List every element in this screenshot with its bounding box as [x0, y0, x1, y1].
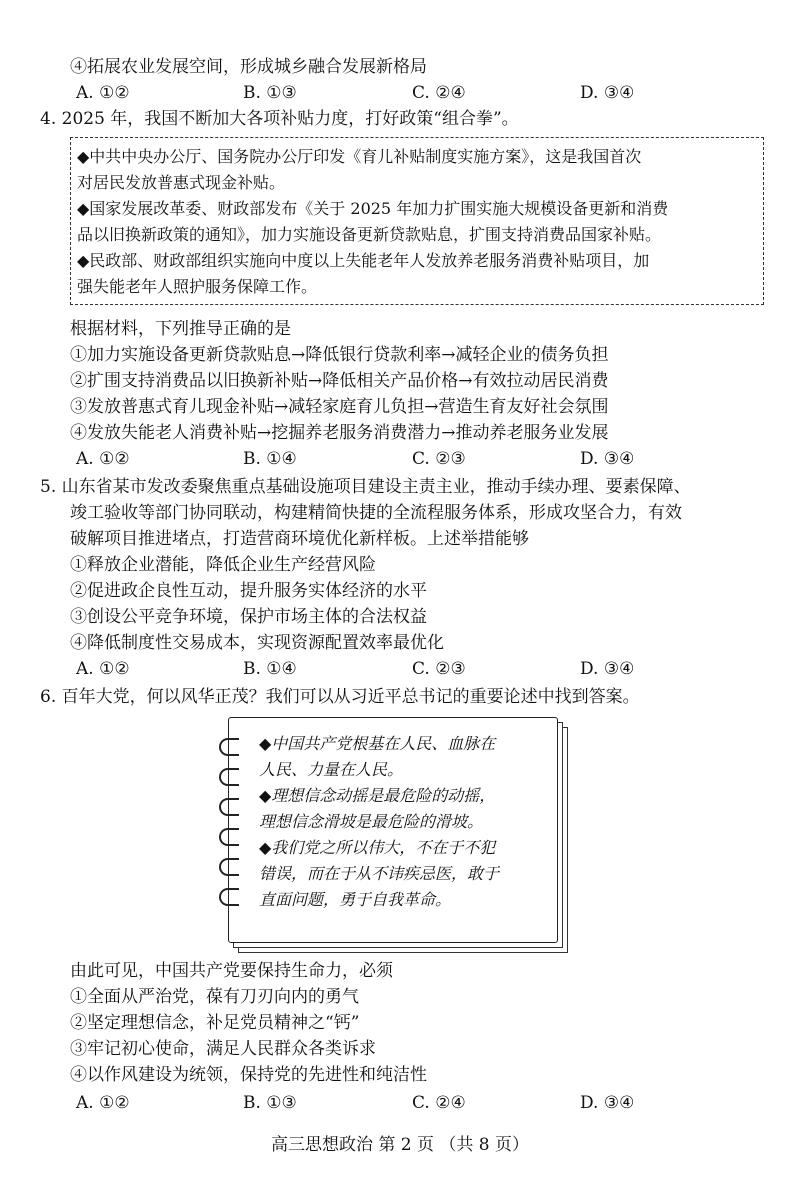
notebook-page-front — [228, 717, 558, 943]
q4-item-4: ④发放失能老人消费补贴→挖掘养老服务消费潜力→推动养老服务业发展 — [70, 423, 609, 443]
q4-option-a[interactable]: A. ①② — [76, 449, 130, 469]
q4-option-c[interactable]: C. ②③ — [412, 449, 466, 469]
spiral-ring-icon — [219, 888, 239, 906]
q6-item-3: ③牢记初心使命，满足人民群众各类诉求 — [70, 1039, 376, 1059]
q4-item-3: ③发放普惠式育儿现金补贴→减轻家庭育儿负担→营造生育友好社会氛围 — [70, 397, 609, 417]
q4-box-line: 品以旧换新政策的通知》，加力实施设备更新贷款贴息，扩围支持消费品国家补贴。 — [77, 225, 662, 244]
q4-stem: 4. 2025 年，我国不断加大各项补贴力度，打好政策“组合拳”。 — [40, 109, 519, 129]
q5-item-3: ③创设公平竞争环境，保护市场主体的合法权益 — [70, 607, 427, 627]
q5-item-2: ②促进政企良性互动，提升服务实体经济的水平 — [70, 581, 427, 601]
q4-box-line: ◆民政部、财政部组织实施向中度以上失能老年人发放养老服务消费补贴项目，加 — [77, 251, 650, 270]
q4-material-box — [70, 137, 764, 305]
q4-item-2: ②扩围支持消费品以旧换新补贴→降低相关产品价格→有效拉动居民消费 — [70, 371, 609, 391]
q5-stem-line: 5. 山东省某市发改委聚焦重点基础设施项目建设主责主业，推动手续办理、要素保障、 — [40, 477, 691, 497]
q5-option-c[interactable]: C. ②③ — [412, 659, 466, 679]
notebook-line: 错误，而在于从不讳疾忌医，敢于 — [259, 864, 500, 883]
q3-option-b[interactable]: B. ①③ — [243, 83, 297, 103]
q3-option-c[interactable]: C. ②④ — [412, 83, 466, 103]
spiral-ring-icon — [219, 858, 239, 876]
spiral-ring-icon — [219, 738, 239, 756]
q5-options — [0, 656, 800, 682]
q4-box-line: 对居民发放普惠式现金补贴。 — [77, 173, 286, 192]
q4-box-line: 强失能老年人照护服务保障工作。 — [77, 277, 318, 296]
notebook-line: ◆理想信念动摇是最危险的动摇， — [259, 786, 496, 805]
q6-notebook-figure — [228, 717, 566, 949]
spiral-ring-icon — [219, 798, 239, 816]
q6-option-c[interactable]: C. ②④ — [412, 1093, 466, 1113]
q5-stem-line: 竣工验收等部门协同联动，构建精简快捷的全流程服务体系，形成攻坚合力，有效 — [70, 503, 682, 523]
q3-option-a[interactable]: A. ①② — [76, 83, 130, 103]
page-footer: 高三思想政治 第 2 页 （共 8 页） — [270, 1135, 530, 1155]
q3-options — [0, 80, 800, 106]
q5-option-d[interactable]: D. ③④ — [580, 659, 635, 679]
spiral-ring-icon — [219, 828, 239, 846]
q5-item-4: ④降低制度性交易成本，实现资源配置效率最优化 — [70, 633, 444, 653]
q3-option-d[interactable]: D. ③④ — [580, 83, 635, 103]
q5-item-1: ①释放企业潜能，降低企业生产经营风险 — [70, 555, 376, 575]
q3-item-4: ④拓展农业发展空间，形成城乡融合发展新格局 — [70, 57, 427, 77]
q4-option-d[interactable]: D. ③④ — [580, 449, 635, 469]
q4-item-1: ①加力实施设备更新贷款贴息→降低银行贷款利率→减轻企业的债务负担 — [70, 345, 609, 365]
q4-options — [0, 446, 800, 472]
notebook-line: 人民、力量在人民。 — [259, 760, 404, 779]
q4-box-line: ◆国家发展改革委、财政部发布《关于 2025 年加力扩围实施大规模设备更新和消费 — [77, 199, 669, 218]
q6-option-b[interactable]: B. ①③ — [243, 1093, 297, 1113]
q6-stem: 6. 百年大党，何以风华正茂？我们可以从习近平总书记的重要论述中找到答案。 — [40, 687, 640, 707]
q6-option-d[interactable]: D. ③④ — [580, 1093, 635, 1113]
spiral-ring-icon — [219, 768, 239, 786]
q5-option-a[interactable]: A. ①② — [76, 659, 130, 679]
q4-box-line: ◆中共中央办公厅、国务院办公厅印发《育儿补贴制度实施方案》，这是我国首次 — [77, 147, 642, 166]
q6-prompt: 由此可见，中国共产党要保持生命力，必须 — [70, 961, 393, 981]
q6-item-1: ①全面从严治党，葆有刀刃向内的勇气 — [70, 987, 359, 1007]
notebook-line: 理想信念滑坡是最危险的滑坡。 — [259, 812, 484, 831]
q6-option-a[interactable]: A. ①② — [76, 1093, 130, 1113]
q6-item-2: ②坚定理想信念，补足党员精神之“钙” — [70, 1013, 360, 1033]
q5-option-b[interactable]: B. ①④ — [243, 659, 297, 679]
notebook-line: ◆我们党之所以伟大，不在于不犯 — [259, 838, 496, 857]
notebook-line: 直面问题，勇于自我革命。 — [259, 890, 452, 909]
q4-option-b[interactable]: B. ①④ — [243, 449, 297, 469]
q6-options — [0, 1090, 800, 1116]
notebook-line: ◆中国共产党根基在人民、血脉在 — [259, 734, 496, 753]
q6-item-4: ④以作风建设为统领，保持党的先进性和纯洁性 — [70, 1065, 427, 1085]
q5-stem-line: 破解项目推进堵点，打造营商环境优化新样板。上述举措能够 — [70, 529, 529, 549]
q4-prompt: 根据材料，下列推导正确的是 — [70, 319, 291, 339]
